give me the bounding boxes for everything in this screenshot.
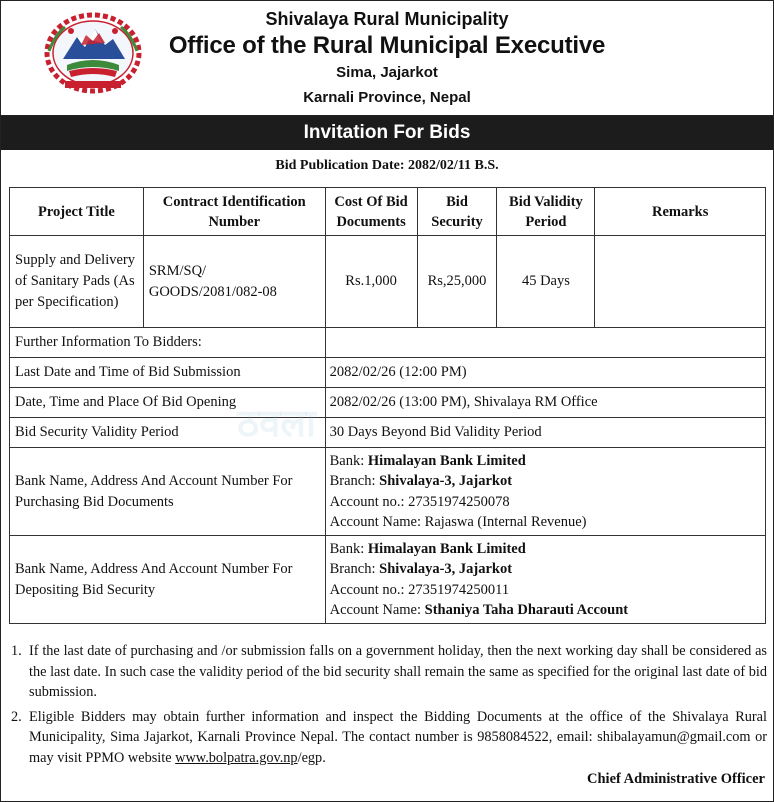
remarks-cell — [595, 236, 766, 328]
bank-purchase-label: Bank Name, Address And Account Number For Purchasing Bid Documents — [10, 448, 326, 536]
further-info-label: Further Information To Bidders: — [10, 328, 326, 358]
notes-section — [11, 641, 767, 772]
bids-table — [9, 187, 766, 624]
last-date-label: Last Date and Time of Bid Submission — [10, 358, 326, 388]
opening-label: Date, Time and Place Of Bid Opening — [10, 388, 326, 418]
bank-security-label: Bank Name, Address And Account Number For Depositing Bid Security — [10, 536, 326, 624]
info-row-bank-security — [10, 536, 766, 624]
col-header-security: Bid Security — [417, 188, 497, 236]
bank1-branch-line: Branch: Shivalaya-3, Jajarkot — [329, 473, 513, 489]
security-validity-value: 30 Days Beyond Bid Validity Period — [325, 418, 765, 448]
table-header-row — [10, 188, 766, 236]
bank1-bank-line: Bank: Himalayan Bank Limited — [329, 452, 526, 469]
letterhead — [1, 1, 773, 116]
bank-security-details — [325, 536, 765, 624]
note-2-number: 2. — [11, 708, 22, 725]
note-1-number: 1. — [11, 643, 22, 659]
col-header-validity: Bid Validity Period — [497, 188, 595, 236]
info-row-security-validity — [10, 418, 766, 448]
col-header-cost: Cost Of Bid Documents — [325, 188, 417, 236]
table-row — [10, 236, 766, 328]
further-info-value — [325, 328, 765, 358]
project-title-cell: Supply and Delivery of Sanitary Pads (As per Specification) — [10, 236, 144, 328]
security-cell: Rs,25,000 — [417, 236, 497, 328]
bank2-branch-line: Branch: Shivalaya-3, Jajarkot — [329, 561, 513, 577]
bank2-account-line: Account no.: 27351974250011 — [329, 581, 510, 598]
ppmo-website-link[interactable]: www.bolpatra.gov.np — [175, 749, 298, 766]
invitation-banner: Invitation For Bids — [1, 116, 773, 150]
office-address: Sima, Jajarkot — [336, 64, 438, 81]
col-header-project-title: Project Title — [10, 188, 144, 236]
info-row-opening — [10, 388, 766, 418]
col-header-remarks: Remarks — [595, 188, 766, 236]
opening-value: 2082/02/26 (13:00 PM), Shivalaya RM Office — [325, 388, 765, 418]
office-name: Office of the Rural Municipal Executive — [168, 32, 606, 59]
municipality-name: Shivalaya Rural Municipality — [265, 9, 509, 29]
contract-id-cell — [143, 236, 325, 328]
note-2 — [11, 707, 767, 769]
province-name: Karnali Province, Nepal — [303, 89, 471, 106]
security-validity-label: Bid Security Validity Period — [10, 418, 326, 448]
col-header-contract-id: Contract Identification Number — [143, 188, 325, 236]
bank2-name-line: Account Name: Sthaniya Taha Dharauti Account — [329, 602, 629, 618]
note-1 — [11, 641, 767, 703]
watermark: ठवला — [237, 401, 316, 445]
bank1-account-line: Account no.: 27351974250078 — [329, 493, 510, 510]
last-date-value: 2082/02/26 (12:00 PM) — [325, 358, 765, 388]
bank1-name-line: Account Name: Rajaswa (Internal Revenue) — [329, 514, 587, 530]
info-row-further — [10, 328, 766, 358]
cost-cell: Rs.1,000 — [325, 236, 417, 328]
contract-id-line1: SRM/SQ/ — [148, 262, 207, 279]
publication-date: Bid Publication Date: 2082/02/11 B.S. — [275, 158, 499, 173]
contract-id-line2: GOODS/2081/082-08 — [148, 283, 277, 300]
info-row-last-date — [10, 358, 766, 388]
note-1-text: If the last date of purchasing and /or submission falls on a government holiday, then the next working day shall be considered as the last date. In such case the validity period of the bid security shall remain the same as specified for the original last date of bid submission. — [29, 643, 767, 700]
bank2-bank-line: Bank: Himalayan Bank Limited — [329, 540, 526, 557]
bank-purchase-details — [325, 448, 765, 536]
info-row-bank-purchase — [10, 448, 766, 536]
validity-cell: 45 Days — [497, 236, 595, 328]
note-2-text: Eligible Bidders may obtain further information and inspect the Bidding Documents at the office of the Shivalaya Rural Municipality, Sima Jajarkot, Karnali Province Nepal. The contact number is 9858084522, email: shibalayamun@gmail.com or may visit PPMO website www.bolpatra.gov.np/egp. — [29, 708, 767, 766]
signature-title: Chief Administrative Officer — [587, 771, 765, 787]
